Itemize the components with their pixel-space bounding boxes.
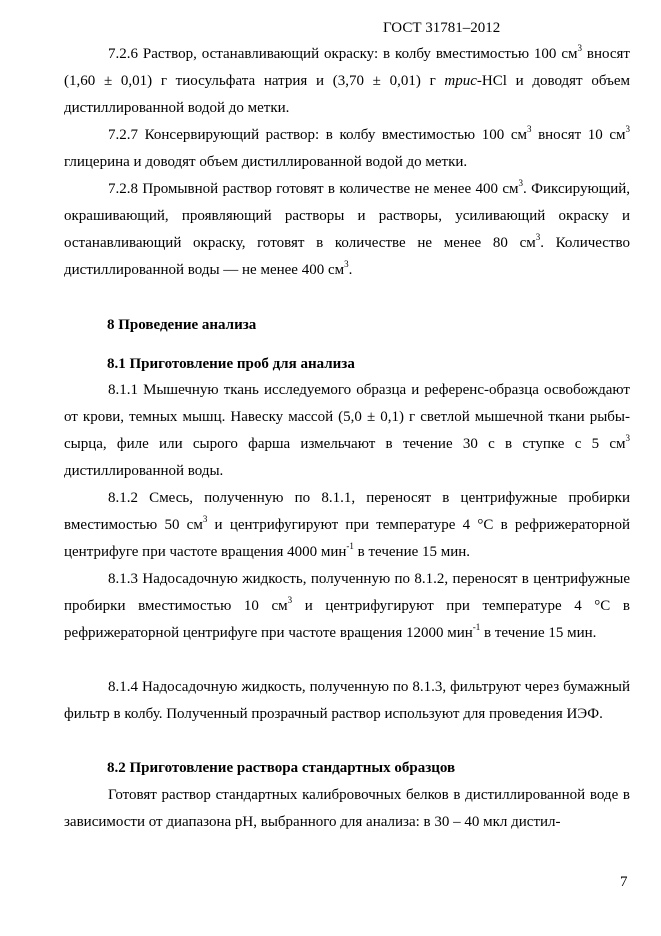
paragraph-8-1-2: 8.1.2 Смесь, полученную по 8.1.1, переносят в центрифужные пробирки вместимостью 50 $см^3$ и центрифугируют при температуре 4 °С в рефрижераторной центрифуге при частоте вращения 4000 мин$^{-1}$ в течение 15 мин. — [64, 490, 630, 560]
paragraph-7-2-6: 7.2.6 Раствор, останавливающий окраску: в колбу вместимостью 100 $см^3$ вносят (1,60 ± 0,01) г тиосульфата натрия и (3,70 ± 0,01) г трис-HCl и доводят объем дистиллированной водой до метки. — [64, 43, 630, 116]
paragraph-7-2-8: 7.2.8 Промывной раствор готовят в количестве не менее 400 $см^3$. Фиксирующий, окрашивающий, проявляющий растворы и растворы, усиливающий окраску и останавливающий окраску, готовят в количестве не менее 80 $см^3$. Количество дистиллированной воды — не менее 400 $см^3$. — [64, 178, 631, 278]
section-heading-8: 8 Проведение анализа — [107, 317, 257, 333]
section-heading-8-1: 8.1 Приготовление проб для анализа — [107, 356, 355, 372]
paragraph-7-2-7: 7.2.7 Консервирующий раствор: в колбу вместимостью 100 $см^3$ вносят 10 $см^3$ глицерина и доводят объем дистиллированной водой до метки. — [64, 124, 630, 170]
paragraph-8-1-3: 8.1.3 Надосадочную жидкость, полученную по 8.1.2, переносят в центрифужные пробирки вместимостью 10 $см^3$ и центрифугируют при температуре 4 °С в рефрижераторной центрифуге при частоте вращения 12000 мин$^{-1}$ в течение 15 мин. — [64, 571, 630, 641]
paragraph-8-1-4: 8.1.4 Надосадочную жидкость, полученную по 8.1.3, фильтруют через бумажный фильтр в колбу. Полученный прозрачный раствор используют для проведения ИЭФ. — [64, 679, 630, 722]
section-heading-8-2: 8.2 Приготовление раствора стандартных образцов — [107, 760, 456, 776]
paragraph-8-2: Готовят раствор стандартных калибровочных белков в дистиллированной воде в зависимости от диапазона pH, выбранного для анализа: в 30 – 40 мкл дистил- — [64, 787, 630, 830]
document-header: ГОСТ 31781–2012 — [383, 20, 501, 36]
page-number: 7 — [620, 874, 628, 890]
paragraph-8-1-1: 8.1.1 Мышечную ткань исследуемого образца и референс-образца освобождают от крови, темных мышц. Навеску массой (5,0 ± 0,1) г светлой мышечной ткани рыбы-сырца, филе или сырого фарша измельчают в течение 30 с в ступке с 5 $см^3$ дистиллированной воды. — [64, 382, 630, 479]
